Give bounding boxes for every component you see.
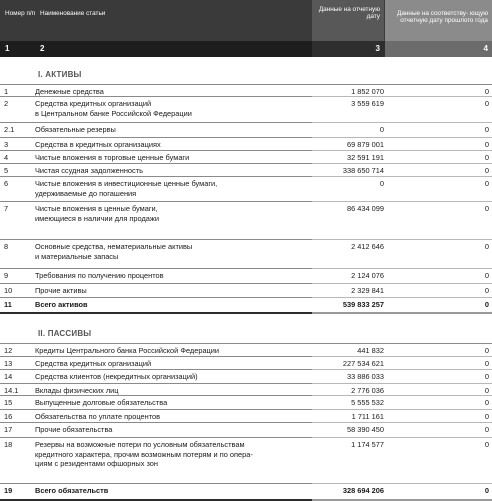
row-name: Средства кредитных организаций в Центральном банке Российской Федерации xyxy=(35,99,192,118)
row-current-value: 1 852 070 xyxy=(351,87,384,96)
table-row xyxy=(0,438,492,484)
row-number: 18 xyxy=(4,440,13,449)
table-row xyxy=(0,85,492,97)
header-current xyxy=(312,0,384,41)
row-number: 15 xyxy=(4,398,13,407)
row-current-value: 2 124 076 xyxy=(351,271,384,280)
row-number: 19 xyxy=(4,486,13,495)
column-number-4: 4 xyxy=(483,44,488,53)
row-name: Чистые вложения в инвестиционные ценные бумаги, удерживаемые до погашения xyxy=(35,179,218,198)
row-current-value: 328 694 206 xyxy=(342,486,384,495)
row-current-value: 0 xyxy=(379,179,384,188)
row-current-value: 0 xyxy=(379,125,384,134)
row-previous-value: 0 xyxy=(484,125,489,134)
row-name: Чистые вложения в торговые ценные бумаги xyxy=(35,153,190,162)
row-previous-value: 0 xyxy=(484,204,489,213)
table-row xyxy=(0,370,492,384)
row-current-value: 539 833 257 xyxy=(342,300,384,309)
row-name: Вклады физических лиц xyxy=(35,386,119,395)
row-divider xyxy=(0,312,492,314)
row-name: Чистые вложения в ценные бумаги, имеющиеся в наличии для продажи xyxy=(35,204,159,223)
row-name: Всего активов xyxy=(35,300,88,309)
row-number: 14.1 xyxy=(4,386,19,395)
row-name: Требования по получению процентов xyxy=(35,271,164,280)
row-number: 14 xyxy=(4,372,13,381)
row-previous-value: 0 xyxy=(484,166,489,175)
column-number-2: 2 xyxy=(40,44,45,53)
row-name: Чистая ссудная задолженность xyxy=(35,166,143,175)
column-number-band-1 xyxy=(0,41,312,57)
row-name: Обязательные резервы xyxy=(35,125,116,134)
row-number: 16 xyxy=(4,412,13,421)
column-number-band-3 xyxy=(385,41,492,57)
row-current-value: 2 329 841 xyxy=(351,286,384,295)
row-number: 3 xyxy=(4,140,9,149)
row-name: Всего обязательств xyxy=(35,486,109,495)
row-number: 2 xyxy=(4,99,9,108)
table-header xyxy=(0,0,492,41)
row-current-value: 69 879 001 xyxy=(347,140,384,149)
header-previous xyxy=(385,0,492,41)
row-previous-value: 0 xyxy=(484,300,489,309)
row-previous-value: 0 xyxy=(484,286,489,295)
row-current-value: 86 434 099 xyxy=(347,204,384,213)
row-name: Кредиты Центрального банка Российской Федерации xyxy=(35,346,220,355)
row-current-value: 338 650 714 xyxy=(342,166,384,175)
table-row xyxy=(0,484,492,501)
row-number: 9 xyxy=(4,271,9,280)
row-current-value: 2 412 646 xyxy=(351,242,384,251)
row-previous-value: 0 xyxy=(484,425,489,434)
row-previous-value: 0 xyxy=(484,440,489,449)
row-current-value: 3 559 619 xyxy=(351,99,384,108)
row-number: 5 xyxy=(4,166,9,175)
row-name: Резервы на возможные потери по условным обязательствам кредитного характера, прочим возможным потерям и по опера- циям с резидентами офшорных зон xyxy=(35,440,253,468)
row-number: 13 xyxy=(4,359,13,368)
row-number: 17 xyxy=(4,425,13,434)
table-row xyxy=(0,151,492,164)
row-number: 10 xyxy=(4,286,13,295)
table-row xyxy=(0,240,492,269)
column-number-row xyxy=(0,41,492,57)
table-row xyxy=(0,284,492,298)
row-name: Средства кредитных организаций xyxy=(35,359,152,368)
table-row xyxy=(0,97,492,123)
header-previous-label: Данные на соответству- ющую отчетную дату прошлого года xyxy=(397,10,488,25)
row-number: 1 xyxy=(4,87,9,96)
section-liabilities-label: II. ПАССИВЫ xyxy=(38,329,92,338)
row-name: Основные средства, нематериальные активы и материальные запасы xyxy=(35,242,193,261)
table-row xyxy=(0,138,492,151)
row-previous-value: 0 xyxy=(484,386,489,395)
row-name: Выпущенные долговые обязательства xyxy=(35,398,168,407)
row-current-value: 1 711 161 xyxy=(351,412,384,421)
header-number: Номер п/п xyxy=(5,10,36,17)
row-number: 6 xyxy=(4,179,9,188)
row-previous-value: 0 xyxy=(484,140,489,149)
row-previous-value: 0 xyxy=(484,359,489,368)
row-current-value: 32 591 191 xyxy=(347,153,384,162)
row-current-value: 227 534 621 xyxy=(342,359,384,368)
row-previous-value: 0 xyxy=(484,346,489,355)
row-current-value: 58 390 450 xyxy=(347,425,384,434)
table-row xyxy=(0,410,492,423)
table-row xyxy=(0,298,492,314)
header-current-label: Данные на отчетную дату xyxy=(318,6,380,21)
row-name: Средства в кредитных организациях xyxy=(35,140,161,149)
table-row xyxy=(0,423,492,438)
row-number: 12 xyxy=(4,346,13,355)
row-previous-value: 0 xyxy=(484,153,489,162)
section-assets-label: I. АКТИВЫ xyxy=(38,70,82,79)
row-name: Прочие активы xyxy=(35,286,87,295)
table-row xyxy=(0,269,492,284)
row-previous-value: 0 xyxy=(484,179,489,188)
row-previous-value: 0 xyxy=(484,271,489,280)
row-current-value: 33 886 033 xyxy=(347,372,384,381)
row-previous-value: 0 xyxy=(484,87,489,96)
column-number-1: 1 xyxy=(5,44,10,53)
row-current-value: 5 555 532 xyxy=(351,398,384,407)
row-number: 8 xyxy=(4,242,9,251)
row-number: 7 xyxy=(4,204,9,213)
table-row xyxy=(0,384,492,396)
row-current-value: 441 832 xyxy=(357,346,384,355)
row-current-value: 1 174 577 xyxy=(351,440,384,449)
row-number: 11 xyxy=(4,300,12,309)
row-number: 2.1 xyxy=(4,125,15,134)
row-previous-value: 0 xyxy=(484,99,489,108)
table-row xyxy=(0,357,492,370)
header-name: Наименование статьи xyxy=(40,10,106,17)
row-previous-value: 0 xyxy=(484,242,489,251)
row-number: 4 xyxy=(4,153,9,162)
table-row xyxy=(0,344,492,357)
row-previous-value: 0 xyxy=(484,398,489,407)
table-row xyxy=(0,202,492,240)
column-number-band-2 xyxy=(312,41,385,57)
column-number-3: 3 xyxy=(375,44,380,53)
row-previous-value: 0 xyxy=(484,412,489,421)
row-previous-value: 0 xyxy=(484,486,489,495)
table-row xyxy=(0,396,492,410)
row-previous-value: 0 xyxy=(484,372,489,381)
table-row xyxy=(0,123,492,138)
row-current-value: 2 776 036 xyxy=(351,386,384,395)
row-name: Средства клиентов (некредитных организаций) xyxy=(35,372,198,381)
table-row xyxy=(0,164,492,177)
row-divider-dark xyxy=(0,312,312,314)
row-name: Обязательства по уплате процентов xyxy=(35,412,161,421)
row-name: Прочие обязательства xyxy=(35,425,113,434)
row-name: Денежные средства xyxy=(35,87,104,96)
table-row xyxy=(0,177,492,202)
